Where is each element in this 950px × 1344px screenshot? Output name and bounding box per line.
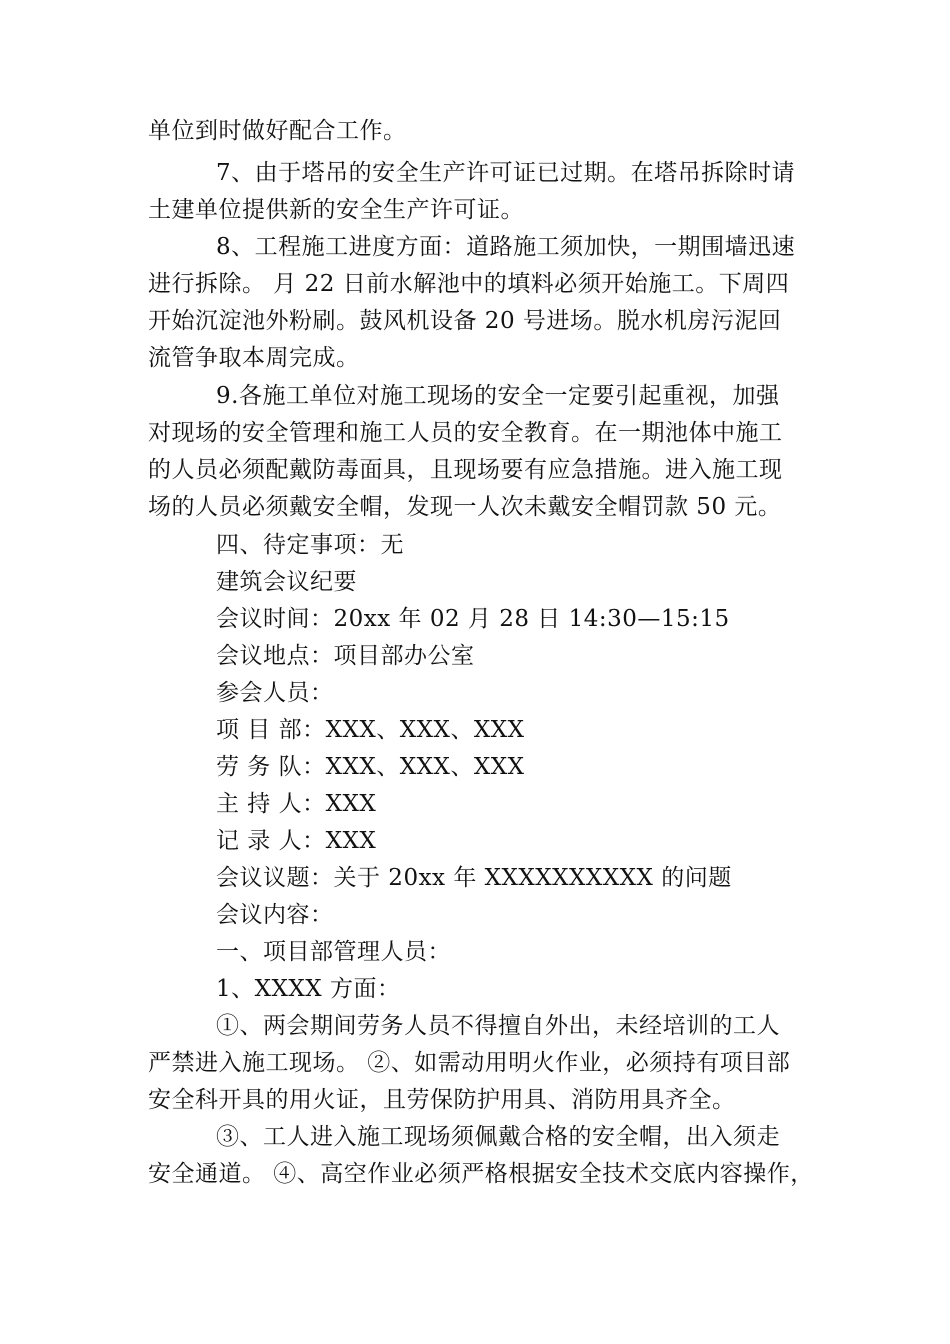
text-line: 安全科开具的用火证，且劳保防护用具、消防用具齐全。 xyxy=(148,1087,736,1113)
text-line: 安全通道。 ④、高空作业必须严格根据安全技术交底内容操作， xyxy=(148,1161,814,1187)
text-line: 流管争取本周完成。 xyxy=(148,345,360,371)
attendees-project-dept: 项 目 部：XXX、XXX、XXX xyxy=(216,717,525,743)
text-line: 对现场的安全管理和施工人员的安全教育。在一期池体中施工 xyxy=(148,420,783,446)
text-line: ①、两会期间劳务人员不得擅自外出，未经培训的工人 xyxy=(216,1013,780,1039)
section-heading: 一、项目部管理人员： xyxy=(216,939,451,965)
text-line: 单位到时做好配合工作。 xyxy=(148,118,407,144)
meeting-content-label: 会议内容： xyxy=(216,902,334,928)
section-heading: 四、待定事项：无 xyxy=(216,532,404,558)
meeting-time: 会议时间：20xx 年 02 月 28 日 14:30—15:15 xyxy=(216,606,730,632)
text-line: 9.各施工单位对施工现场的安全一定要引起重视，加强 xyxy=(216,383,780,409)
text-line: 8、工程施工进度方面：道路施工须加快，一期围墙迅速 xyxy=(216,234,796,260)
host: 主 持 人：XXX xyxy=(216,791,377,817)
attendees-label: 参会人员： xyxy=(216,680,334,706)
text-line: 7、由于塔吊的安全生产许可证已过期。在塔吊拆除时请 xyxy=(216,160,796,186)
recorder: 记 录 人：XXX xyxy=(216,828,377,854)
text-line: 严禁进入施工现场。 ②、如需动用明火作业，必须持有项目部 xyxy=(148,1050,791,1076)
subsection-heading: 1、XXXX 方面： xyxy=(216,976,401,1002)
text-line: ③、工人进入施工现场须佩戴合格的安全帽，出入须走 xyxy=(216,1124,780,1150)
text-line: 的人员必须配戴防毒面具，且现场要有应急措施。进入施工现 xyxy=(148,457,783,483)
text-line: 场的人员必须戴安全帽，发现一人次未戴安全帽罚款 50 元。 xyxy=(148,494,782,520)
text-line: 土建单位提供新的安全生产许可证。 xyxy=(148,197,524,223)
document-title: 建筑会议纪要 xyxy=(216,569,357,595)
text-line: 进行拆除。 月 22 日前水解池中的填料必须开始施工。下周四 xyxy=(148,271,790,297)
text-line: 开始沉淀池外粉刷。鼓风机设备 20 号进场。脱水机房污泥回 xyxy=(148,308,782,334)
attendees-labor-team: 劳 务 队：XXX、XXX、XXX xyxy=(216,754,525,780)
meeting-location: 会议地点：项目部办公室 xyxy=(216,643,475,669)
meeting-topic: 会议议题：关于 20xx 年 XXXXXXXXXX 的问题 xyxy=(216,865,732,891)
